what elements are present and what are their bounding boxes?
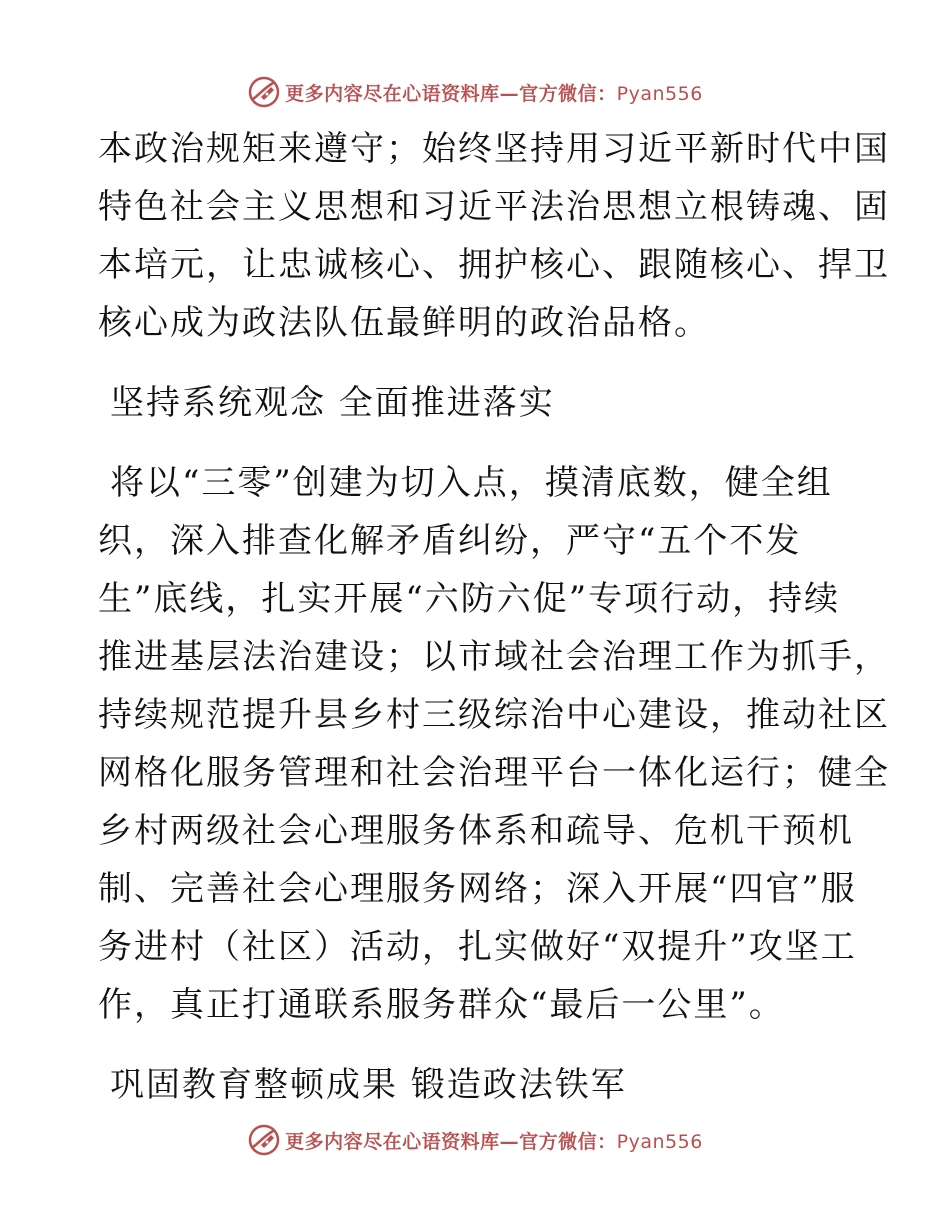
pen-nib-logo-icon [247, 75, 281, 109]
paragraph-2-line: 务进村（社区）活动，扎实做好“双提升”攻坚工 [98, 927, 857, 967]
header-banner-text [285, 79, 703, 106]
header-banner [0, 72, 950, 112]
section-heading-2: 巩固教育整顿成果 锻造政法铁军 [110, 1065, 627, 1105]
paragraph-2-line: 生”底线，扎实开展“六防六促”专项行动，持续 [98, 579, 841, 619]
paragraph-2-line: 将以“三零”创建为切入点，摸清底数，健全组 [110, 463, 833, 503]
paragraph-2-line: 制、完善社会心理服务网络；深入开展“四官”服 [98, 869, 857, 909]
paragraph-2-line: 网格化服务管理和社会治理平台一体化运行；健全 [98, 753, 890, 793]
paragraph-1-line: 本政治规矩来遵守；始终坚持用习近平新时代中国 [98, 129, 890, 169]
footer-banner-cn: 更多内容尽在心语资料库—官方微信： [285, 1130, 617, 1153]
pen-nib-logo-icon [247, 1123, 281, 1157]
paragraph-1-line: 本培元，让忠诚核心、拥护核心、跟随核心、捍卫 [98, 245, 890, 285]
footer-banner [0, 1120, 950, 1160]
section-heading-1: 坚持系统观念 全面推进落实 [110, 383, 555, 423]
paragraph-1-line: 核心成为政法队伍最鲜明的政治品格。 [98, 303, 710, 343]
paragraph-2-line: 织，深入排查化解矛盾纠纷，严守“五个不发 [98, 521, 802, 561]
paragraph-1-line: 特色社会主义思想和习近平法治思想立根铸魂、固 [98, 187, 890, 227]
footer-banner-text [285, 1127, 703, 1154]
paragraph-2-line: 乡村两级社会心理服务体系和疏导、危机干预机 [98, 811, 854, 851]
footer-banner-wechat-id: Pyan556 [616, 1130, 703, 1153]
paragraph-2-line: 推进基层法治建设；以市域社会治理工作为抓手， [98, 637, 890, 677]
paragraph-2-line: 持续规范提升县乡村三级综治中心建设，推动社区 [98, 695, 890, 735]
paragraph-2-line: 作，真正打通联系服务群众“最后一公里”。 [98, 985, 785, 1025]
header-banner-wechat-id: Pyan556 [616, 82, 703, 105]
document-body [98, 120, 890, 1114]
header-banner-cn: 更多内容尽在心语资料库—官方微信： [285, 82, 617, 105]
